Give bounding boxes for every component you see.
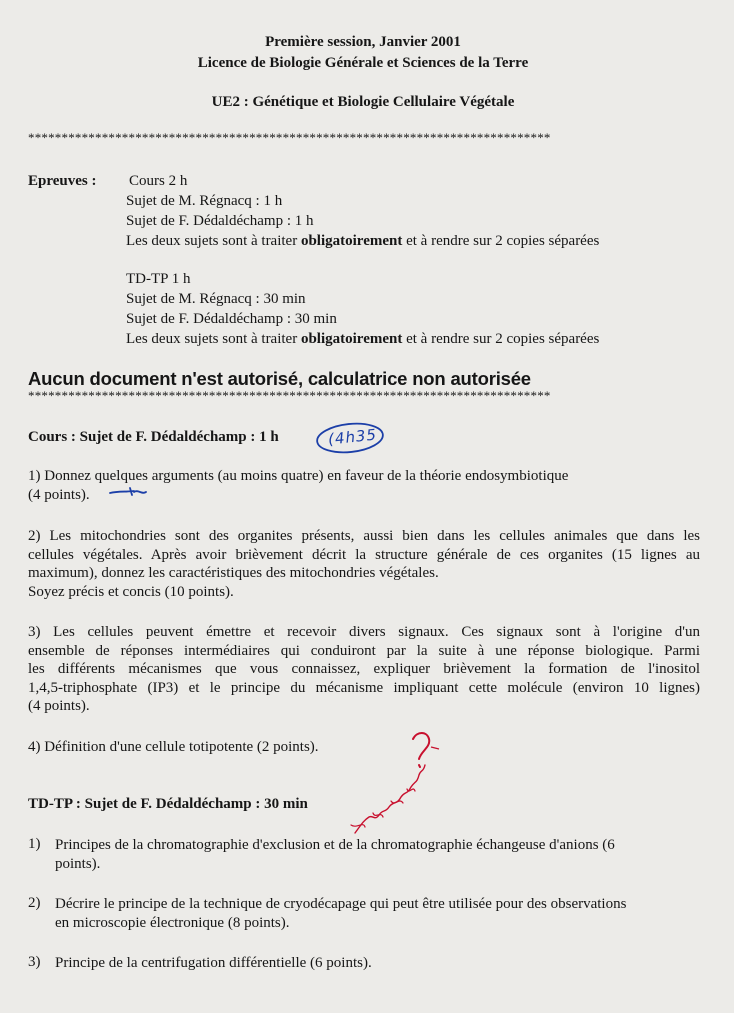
question-3-line: 3) Les cellules peuvent émettre et recevoir divers signaux. Ces signaux sont à l'origine d'un bbox=[28, 624, 700, 640]
cours-duration: Cours 2 h bbox=[129, 173, 188, 189]
instruction-text: Les deux sujets sont à traiter bbox=[126, 233, 301, 249]
question-2-line: Soyez précis et concis (10 points). bbox=[28, 583, 234, 600]
tdtp-item-line: Principes de la chromatographie d'exclusion et de la chromatographie échangeuse d'anions (6 bbox=[55, 837, 615, 853]
tdtp-section-title: TD-TP : Sujet de F. Dédaldéchamp : 30 min bbox=[28, 796, 308, 812]
header-licence: Licence de Biologie Générale et Sciences de la Terre bbox=[197, 55, 529, 71]
header-ue: UE2 : Génétique et Biologie Cellulaire Végétale bbox=[211, 94, 515, 110]
header-session: Première session, Janvier 2001 bbox=[265, 34, 461, 50]
question-1-line: 1) Donnez quelques arguments (au moins quatre) en faveur de la théorie endosymbiotique bbox=[28, 468, 569, 484]
question-3-line: (4 points). bbox=[28, 698, 90, 715]
tdtp-duration: TD-TP 1 h bbox=[126, 271, 191, 287]
tdtp-item-number: 3) bbox=[28, 954, 41, 970]
handwritten-checkmark bbox=[108, 486, 148, 500]
tdtp-instructions bbox=[126, 331, 599, 348]
instruction-bold: obligatoirement bbox=[300, 233, 403, 249]
question-2-line: maximum), donnez les caractéristiques des mitochondries végétales. bbox=[28, 565, 439, 582]
cours-subject-dedaldechamp: Sujet de F. Dédaldéchamp : 1 h bbox=[126, 213, 314, 229]
tdtp-subject-regnacq: Sujet de M. Régnacq : 30 min bbox=[126, 291, 306, 307]
instruction-text: Les deux sujets sont à traiter bbox=[126, 331, 301, 347]
question-3 bbox=[28, 623, 700, 716]
tdtp-item-line: en microscopie électronique (8 points). bbox=[55, 914, 290, 931]
handwritten-time-note: (4h35 bbox=[327, 425, 378, 449]
cours-section-title: Cours : Sujet de F. Dédaldéchamp : 1 h bbox=[28, 429, 279, 445]
instruction-text-end: et à rendre sur 2 copies séparées bbox=[402, 331, 600, 347]
handwritten-red-annotation bbox=[345, 725, 445, 845]
cours-instructions bbox=[126, 233, 599, 250]
tdtp-subject-dedaldechamp: Sujet de F. Dédaldéchamp : 30 min bbox=[126, 311, 337, 327]
tdtp-item-3 bbox=[55, 954, 701, 973]
question-2 bbox=[28, 527, 700, 601]
question-2-line: 2) Les mitochondries sont des organites présents, aussi bien dans les cellules animales que dans les bbox=[28, 528, 700, 544]
warning-heading: Aucun document n'est autorisé, calculatrice non autorisée bbox=[28, 368, 531, 389]
question-3-line: les différents mécanismes que vous connaissez, expliquer brièvement la formation de l'inositol bbox=[28, 661, 700, 678]
tdtp-item-1 bbox=[55, 836, 701, 873]
cours-subject-regnacq: Sujet de M. Régnacq : 1 h bbox=[126, 193, 283, 209]
instruction-bold: obligatoirement bbox=[300, 331, 403, 347]
tdtp-item-2 bbox=[55, 895, 701, 932]
tdtp-item-line: Décrire le principe de la technique de cryodécapage qui peut être utilisée pour des observations bbox=[55, 896, 627, 912]
instruction-text-end: et à rendre sur 2 copies séparées bbox=[402, 233, 600, 249]
question-1-line: (4 points). bbox=[28, 486, 90, 503]
question-4: 4) Définition d'une cellule totipotente (2 points). bbox=[28, 739, 319, 755]
tdtp-item-number: 1) bbox=[28, 836, 41, 852]
question-3-line: ensemble de réponses intermédiaires qui conduiront par la suite à une réponse biologique. Parmi bbox=[28, 642, 700, 659]
tdtp-item-number: 2) bbox=[28, 895, 41, 911]
question-3-line: 1,4,5-triphosphate (IP3) et le principe du mécanisme impliquant cette molécule (environ 10 lignes) bbox=[28, 679, 700, 696]
tdtp-item-line: points). bbox=[55, 855, 101, 872]
question-2-line: cellules végétales. Après avoir brièvement décrit la structure générale de ces organites (15 lignes au bbox=[28, 546, 700, 563]
separator-line-2: ****************************************************************************** bbox=[28, 388, 551, 403]
epreuves-label: Epreuves : bbox=[28, 173, 97, 189]
tdtp-item-line: Principe de la centrifugation différentielle (6 points). bbox=[55, 955, 372, 971]
separator-line: ****************************************************************************** bbox=[28, 130, 551, 145]
